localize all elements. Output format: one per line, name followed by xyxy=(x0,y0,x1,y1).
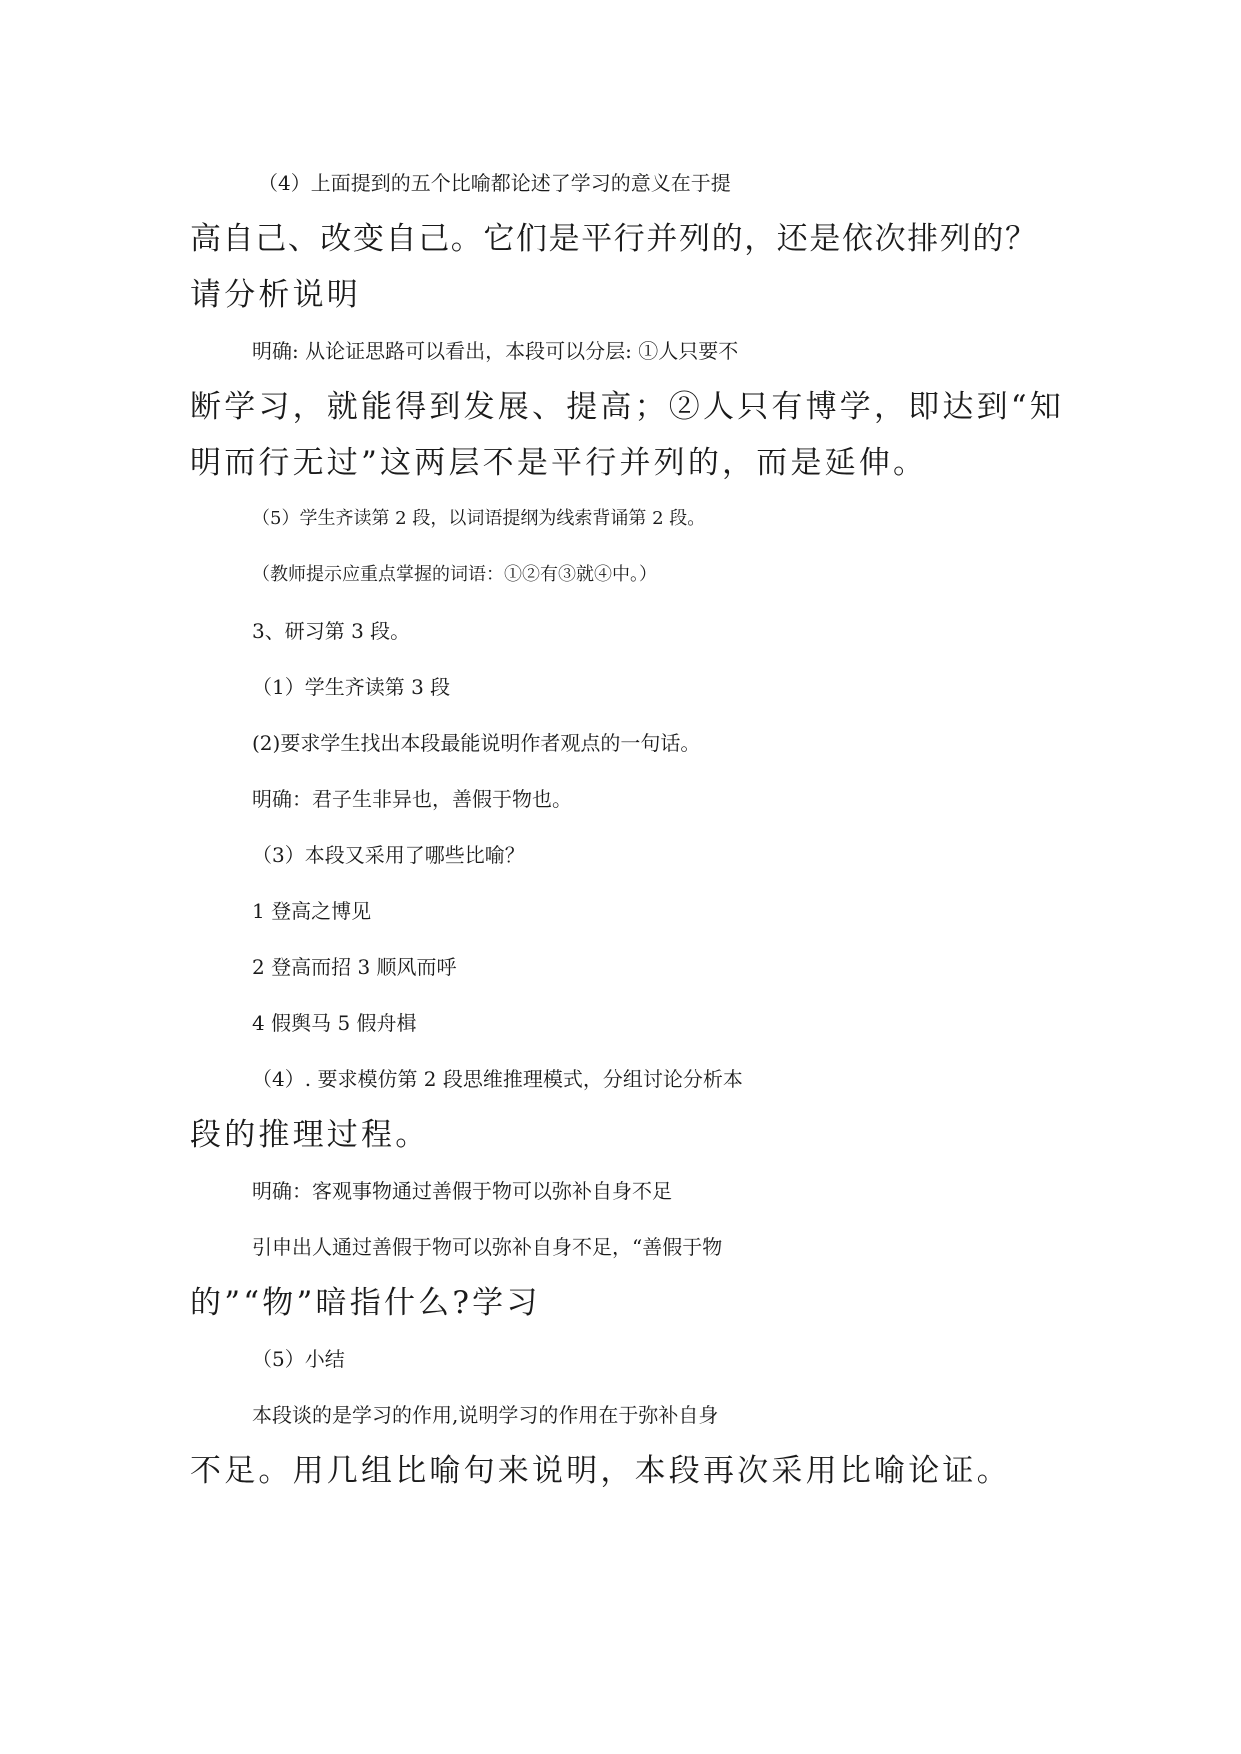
text-line: （教师提示应重点掌握的词语：①②有③就④中。） xyxy=(252,564,657,585)
text-line: 3、研习第 3 段。 xyxy=(252,619,411,643)
text-line: 断学习，就能得到发展、提高；②人只有博学，即达到“知 xyxy=(190,389,1065,425)
text-line: 明确：客观事物通过善假于物可以弥补自身不足 xyxy=(252,1179,672,1203)
text-line: 引申出人通过善假于物可以弥补自身不足，“善假于物 xyxy=(252,1235,723,1259)
text-line: 明确: 从论证思路可以看出，本段可以分层: ①人只要不 xyxy=(252,339,739,363)
text-line: （5）学生齐读第 2 段，以词语提纲为线索背诵第 2 段。 xyxy=(252,508,706,529)
text-line: 本段谈的是学习的作用,说明学习的作用在于弥补自身 xyxy=(252,1403,719,1427)
text-line: 的”“物”暗指什么?学习 xyxy=(190,1285,541,1321)
text-line: 4 假舆马 5 假舟楫 xyxy=(252,1011,417,1035)
text-line: （4）. 要求模仿第 2 段思维推理模式，分组讨论分析本 xyxy=(252,1067,743,1091)
text-line: （4）上面提到的五个比喻都论述了学习的意义在于提 xyxy=(258,171,731,195)
text-line: 高自己、改变自己。它们是平行并列的，还是依次排列的？ xyxy=(190,221,1038,257)
text-line: 不足。用几组比喻句来说明，本段再次采用比喻论证。 xyxy=(190,1453,1011,1489)
text-line: 请分析说明 xyxy=(190,277,361,313)
text-line: 段的推理过程。 xyxy=(190,1117,430,1153)
text-line: （1）学生齐读第 3 段 xyxy=(252,675,451,699)
text-line: 明确：君子生非异也，善假于物也。 xyxy=(252,787,572,811)
text-line: (2)要求学生找出本段最能说明作者观点的一句话。 xyxy=(252,731,701,755)
text-line: 2 登高而招 3 顺风而呼 xyxy=(252,955,457,979)
text-line: 1 登高之博见 xyxy=(252,899,372,923)
text-line: （3）本段又采用了哪些比喻？ xyxy=(252,843,525,867)
text-line: （5）小结 xyxy=(252,1347,345,1371)
text-line: 明而行无过”这两层不是平行并列的，而是延伸。 xyxy=(190,445,928,481)
